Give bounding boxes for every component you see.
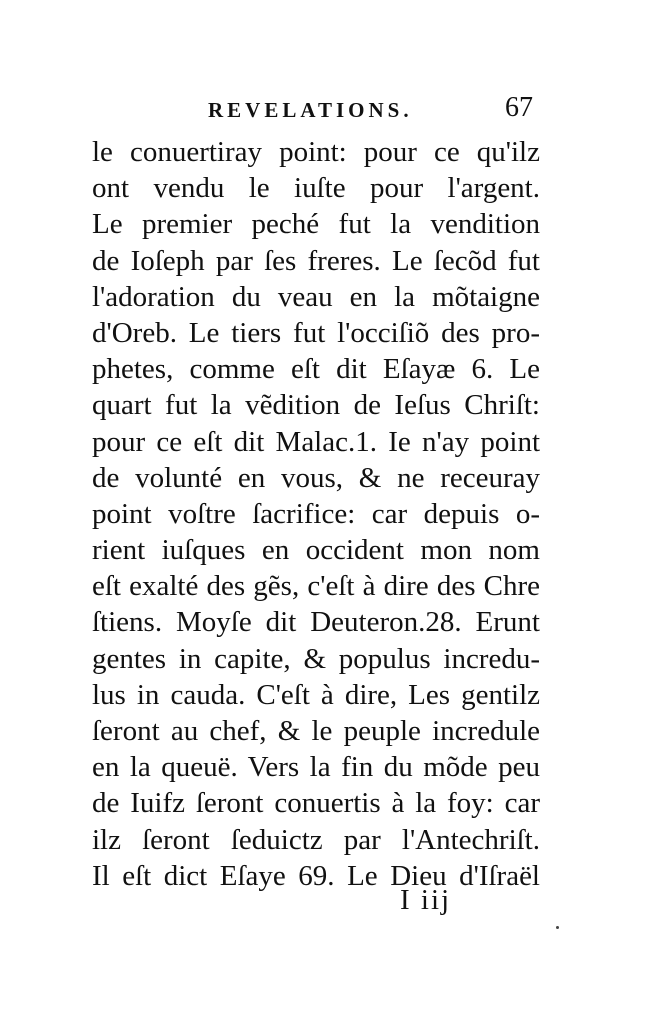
running-head: REVELATIONS. [208,98,413,122]
text-line: le conuertiray point: pour ce qu'ilz [92,136,540,168]
text-line: ſtiens. Moyſe dit Deuteron.28. Erunt [92,606,540,639]
text-line: ſeront au chef, & le peuple incredule [92,715,540,747]
text-line: ilz ſeront ſeduictz par l'Antechriſt. [92,823,540,856]
text-line: pour ce eſt dit Malac.1. Ie n'ay point [92,425,540,458]
text-line: de Iuifz ſeront conuertis à la foy: car [92,787,540,820]
text-line: ont vendu le iuſte pour l'argent. [92,172,540,205]
text-line: d'Oreb. Le tiers fut l'occiſiõ des pro- [92,316,540,349]
signature-mark: I iij [400,884,452,916]
text-line: point voſtre ſacrifice: car depuis o- [92,497,540,530]
text-line: l'adoration du veau en la mõtaigne [92,280,540,313]
text-line: gentes in capite, & populus incredu- [92,642,540,675]
text-line: Le premier peché fut la vendition [92,208,540,241]
page-number: 67 [505,92,533,123]
text-line: en la queuë. Vers la fin du mõde peu [92,751,540,784]
text-line: lus in cauda. C'eſt à dire, Les gentilz [92,678,540,711]
ink-speck [556,926,559,929]
text-line: de volunté en vous, & ne receuray [92,461,540,494]
body-text [92,134,540,894]
text-line: rient iuſques en occident mon nom [92,534,540,567]
text-line: de Ioſeph par ſes freres. Le ſecõd fut [92,244,540,277]
text-line: phetes, comme eſt dit Eſayæ 6. Le [92,353,540,386]
text-line: quart fut la vẽdition de Ieſus Chriſt: [92,389,540,422]
text-line: eſt exalté des gẽs, c'eſt à dire des Chre [92,570,540,603]
text-line: Il eſt dict Eſaye 69. Le Dieu d'Iſraël [92,859,540,892]
